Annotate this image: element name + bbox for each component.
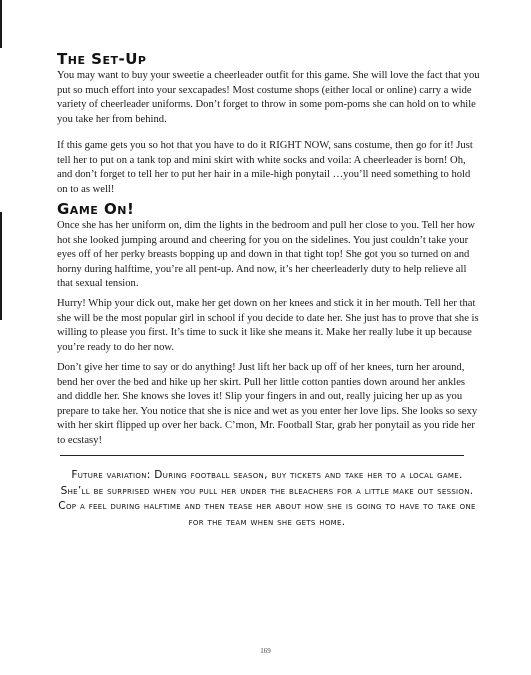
callout-divider (60, 455, 464, 456)
future-variation-callout: Future variation: During football season, buy tickets and take her to a local game. She’ll be surprised when you pull her under the bleachers for a little make out session. Cop a feel during halftime and then tease her about how she is going to have to take one for the team when she gets home. (58, 469, 476, 528)
page-edge-mark-middle (0, 212, 2, 320)
page-number: 169 (260, 647, 271, 655)
game-on-paragraph-2: Hurry! Whip your dick out, make her get down on her knees and stick it in her mouth. Tell her that she will be the most popular girl in school if you decide to date her. She just has to prove that she is willing to please you first. It’s time to suck it like she means it. Make her really lube it up because you’re ready to do her now. (57, 298, 479, 353)
set-up-paragraph-2: If this game gets you so hot that you have to do it RIGHT NOW, sans costume, then go for it! Just tell her to put on a tank top and mini skirt with white socks and voila: A cheerleader is born! Oh, and don’t forget to tell her to put her hair in a mile-high ponytail …you’ll need something to hold on to as well! (57, 140, 473, 195)
section-heading-set-up: The Set-Up (57, 50, 147, 68)
game-on-paragraph-1: Once she has her uniform on, dim the lights in the bedroom and pull her close to you. Tell her how hot she looked jumping around and cheering for you on the sidelines. You just couldn’t take your eyes off of her perky breasts bopping up and down in that tight top! She got you so turned on and horny during halftime, you’re all pent-up. And now, it’s her cheerleaderly duty to help relieve all that sexual tension. (57, 220, 476, 290)
section-heading-game-on: Game On! (57, 200, 135, 218)
game-on-paragraph-3: Don’t give her time to say or do anything! Just lift her back up off of her knees, turn her around, bend her over the bed and hike up her skirt. Pull her little cotton panties down around her ankles and diddle her. She knows she loves it! Slip your fingers in and out, really juicing her up as you prepare to take her. You notice that she is nice and wet as you enter her love lips. She looks so sexy with her skirt flipped up over her back. C’mon, Mr. Football Star, grab her ponytail as you ride her to ecstasy! (57, 362, 478, 446)
set-up-paragraph-1: You may want to buy your sweetie a cheerleader outfit for this game. She will love the fact that you put so much effort into your sexcapades! Most costume shops (either local or online) carry a wide variety of cheerleader uniforms. Don’t forget to throw in some pom-poms she can hold on to while you take her from behind. (57, 70, 480, 125)
page-edge-mark-top (0, 0, 2, 48)
